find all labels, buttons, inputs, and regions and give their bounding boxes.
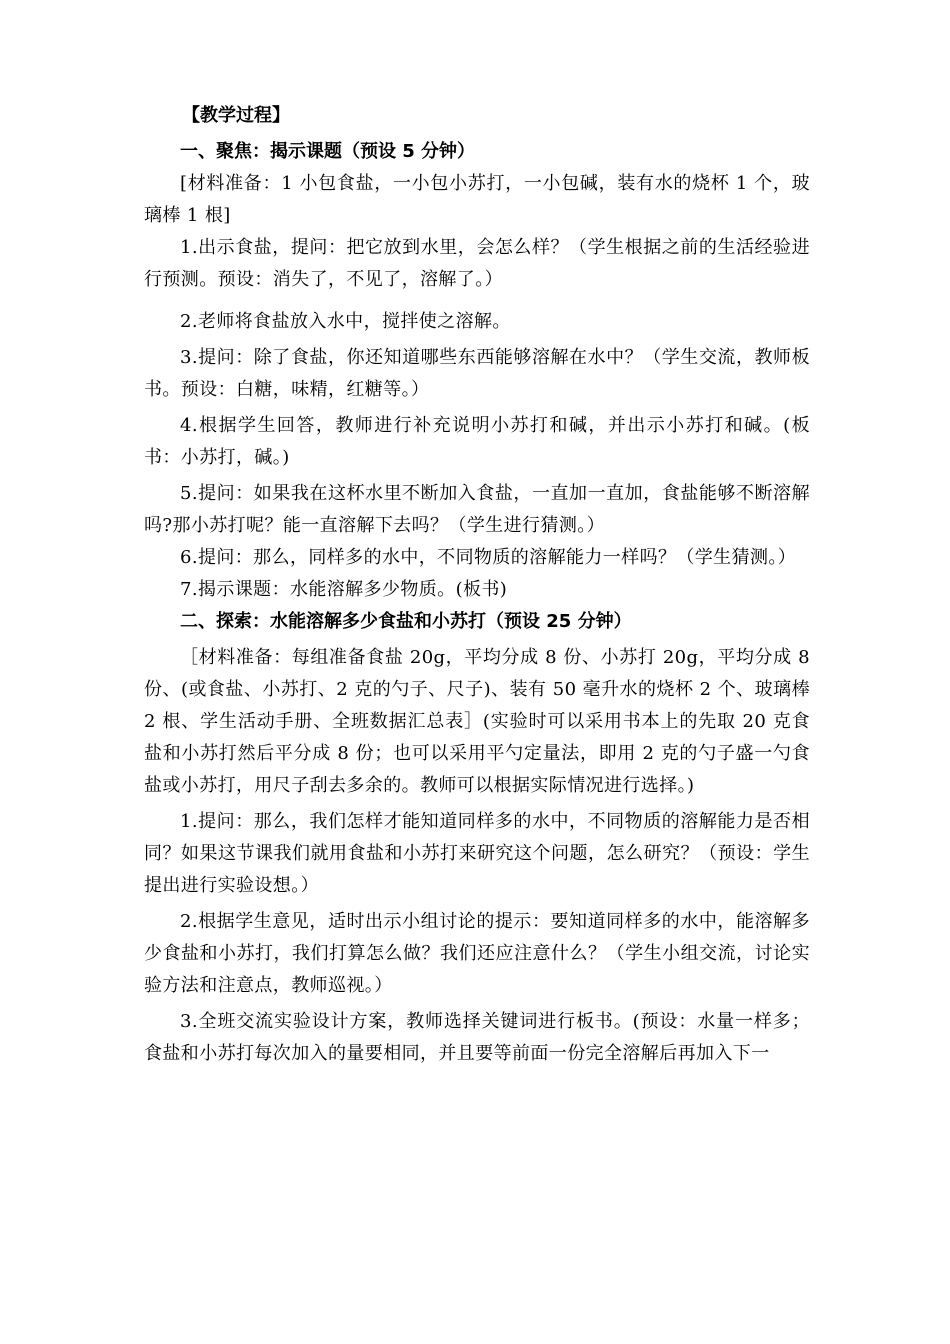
paragraph: 6.提问：那么，同样多的水中，不同物质的溶解能力一样吗？（学生猜测。） — [180, 547, 797, 568]
paragraph: 3.提问：除了食盐，你还知道哪些东西能够溶解在水中？（学生交流，教师板书。预设：白糖，味精，红糖等。） — [144, 347, 810, 400]
paragraph: 3.全班交流实验设计方案，教师选择关键词进行板书。(预设：水量一样多；食盐和小苏打每次加入的量要相同，并且要等前面一份完全溶解后再加入下一 — [144, 1011, 810, 1064]
paragraph: 2.老师将食盐放入水中，搅拌使之溶解。 — [180, 311, 511, 332]
section2-heading: 二、探索：水能溶解多少食盐和小苏打（预设 25 分钟） — [180, 611, 632, 632]
document-title: 【教学过程】 — [182, 105, 290, 126]
paragraph: ［材料准备：每组准备食盐 20g，平均分成 8 份、小苏打 20g，平均分成 8 份、(或食盐、小苏打、2 克的勺子、尺子)、装有 50 毫升水的烧杯 2 个、玻璃棒 2 根、学生活动手册、全班数据汇总表］(实验时可以采用书本上的先取 20 克食盐和小苏打然后平分成 8 份；也可以采用平勺定量法，即用 2 克的勺子盛一勺食盐或小苏打，用尺子刮去多余的。教师可以根据实际情况进行选择。) — [144, 647, 810, 796]
paragraph: 1.出示食盐，提问：把它放到水里，会怎么样？（学生根据之前的生活经验进行预测。预设：消失了，不见了，溶解了。） — [144, 237, 810, 290]
document-page — [144, 100, 810, 1070]
paragraph: 2.根据学生意见，适时出示小组讨论的提示：要知道同样多的水中，能溶解多少食盐和小苏打，我们打算怎么做？我们还应注意什么？（学生小组交流，讨论实验方法和注意点，教师巡视。） — [144, 911, 810, 996]
paragraph: 5.提问：如果我在这杯水里不断加入食盐，一直加一直加，食盐能够不断溶解吗?那小苏打呢？能一直溶解下去吗？（学生进行猜测。） — [144, 483, 810, 536]
paragraph: 1.提问：那么，我们怎样才能知道同样多的水中，不同物质的溶解能力是否相同？如果这节课我们就用食盐和小苏打来研究这个问题，怎么研究？（预设：学生提出进行实验设想。） — [144, 811, 810, 896]
paragraph: 4.根据学生回答，教师进行补充说明小苏打和碱，并出示小苏打和碱。(板书：小苏打，碱。) — [144, 415, 810, 468]
paragraph: 7.揭示课题：水能溶解多少物质。(板书) — [180, 579, 508, 600]
paragraph: [材料准备：1 小包食盐，一小包小苏打，一小包碱，装有水的烧杯 1 个，玻璃棒 1 根] — [144, 173, 810, 226]
section1-heading: 一、聚焦：揭示课题（预设 5 分钟） — [180, 141, 476, 162]
